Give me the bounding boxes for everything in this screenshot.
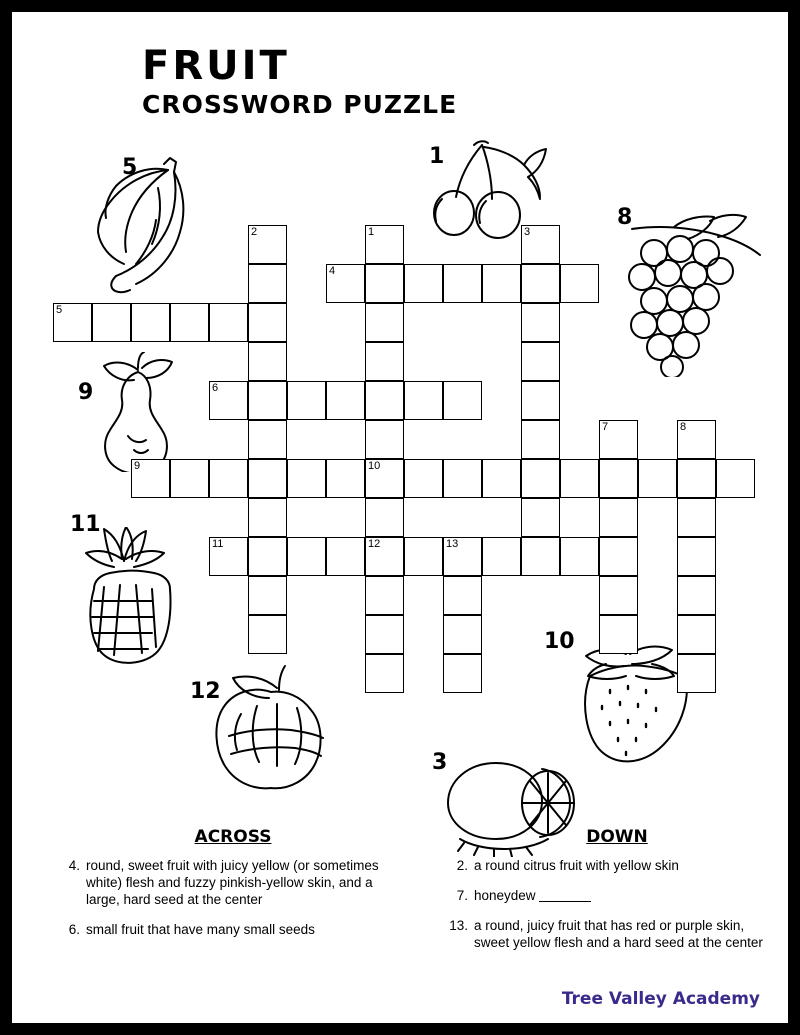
clue-item bbox=[54, 921, 394, 938]
cell-number: 6 bbox=[212, 382, 219, 394]
crossword-cell[interactable] bbox=[365, 459, 404, 498]
crossword-cell[interactable] bbox=[404, 381, 443, 420]
clue-number: 13. bbox=[449, 918, 468, 933]
crossword-cell[interactable] bbox=[170, 459, 209, 498]
crossword-cell[interactable] bbox=[521, 342, 560, 381]
crossword-cell[interactable] bbox=[521, 303, 560, 342]
cell-number: 10 bbox=[368, 460, 381, 472]
crossword-cell[interactable] bbox=[677, 498, 716, 537]
crossword-cell[interactable] bbox=[248, 420, 287, 459]
clue-text: small fruit that have many small seeds bbox=[86, 922, 315, 937]
crossword-cell[interactable] bbox=[248, 498, 287, 537]
crossword-cell[interactable] bbox=[248, 381, 287, 420]
crossword-cell[interactable] bbox=[209, 381, 248, 420]
cell-number: 5 bbox=[56, 304, 63, 316]
crossword-cell[interactable] bbox=[560, 459, 599, 498]
clue-item bbox=[442, 857, 772, 874]
crossword-cell[interactable] bbox=[677, 459, 716, 498]
crossword-cell[interactable] bbox=[521, 264, 560, 303]
crossword-cell[interactable] bbox=[599, 459, 638, 498]
crossword-cell[interactable] bbox=[326, 537, 365, 576]
crossword-cell[interactable] bbox=[560, 537, 599, 576]
crossword-cell[interactable] bbox=[404, 459, 443, 498]
crossword-cell[interactable] bbox=[599, 420, 638, 459]
crossword-cell[interactable] bbox=[248, 576, 287, 615]
crossword-cell[interactable] bbox=[209, 459, 248, 498]
crossword-cell[interactable] bbox=[365, 381, 404, 420]
crossword-cell[interactable] bbox=[248, 303, 287, 342]
crossword-cell[interactable] bbox=[521, 537, 560, 576]
crossword-cell[interactable] bbox=[248, 459, 287, 498]
down-clues bbox=[442, 827, 772, 964]
brand-footer: Tree Valley Academy bbox=[561, 989, 760, 1009]
crossword-cell[interactable] bbox=[365, 615, 404, 654]
picture-number-12: 12 bbox=[190, 679, 221, 704]
picture-number-11: 11 bbox=[70, 512, 101, 537]
picture-number-3: 3 bbox=[432, 750, 448, 775]
picture-number-8: 8 bbox=[617, 205, 633, 230]
crossword-cell[interactable] bbox=[365, 537, 404, 576]
crossword-cell[interactable] bbox=[248, 264, 287, 303]
picture-number-1: 1 bbox=[429, 144, 445, 169]
clue-text bbox=[474, 887, 772, 904]
crossword-cell[interactable] bbox=[209, 537, 248, 576]
cell-number: 3 bbox=[524, 226, 531, 238]
crossword-cell[interactable] bbox=[482, 459, 521, 498]
worksheet-page bbox=[12, 12, 788, 1023]
clues-section bbox=[12, 827, 788, 987]
crossword-cell[interactable] bbox=[599, 498, 638, 537]
crossword-cell[interactable] bbox=[638, 459, 677, 498]
title-main: FRUIT bbox=[142, 43, 290, 89]
cell-number: 13 bbox=[446, 538, 459, 550]
title-subtitle: CROSSWORD PUZZLE bbox=[142, 90, 458, 119]
crossword-cell[interactable] bbox=[521, 459, 560, 498]
crossword-cell[interactable] bbox=[443, 576, 482, 615]
clue-number: 4. bbox=[68, 858, 80, 873]
crossword-cell[interactable] bbox=[248, 615, 287, 654]
clue-number: 2. bbox=[456, 858, 468, 873]
crossword-cell[interactable] bbox=[443, 654, 482, 693]
crossword-cell[interactable] bbox=[677, 420, 716, 459]
crossword-cell[interactable] bbox=[482, 264, 521, 303]
crossword-cell[interactable] bbox=[521, 498, 560, 537]
clue-item bbox=[442, 887, 772, 904]
crossword-cell[interactable] bbox=[443, 264, 482, 303]
cell-number: 4 bbox=[329, 265, 336, 277]
across-heading: ACROSS bbox=[194, 827, 272, 847]
crossword-cell[interactable] bbox=[248, 537, 287, 576]
crossword-cell[interactable] bbox=[443, 615, 482, 654]
crossword-cell[interactable] bbox=[716, 459, 755, 498]
crossword-cell[interactable] bbox=[677, 537, 716, 576]
crossword-cell[interactable] bbox=[326, 459, 365, 498]
crossword-cell[interactable] bbox=[482, 537, 521, 576]
cell-number: 2 bbox=[251, 226, 258, 238]
clue-text: a round citrus fruit with yellow skin bbox=[474, 858, 679, 873]
crossword-cell[interactable] bbox=[326, 264, 365, 303]
crossword-cell[interactable] bbox=[131, 303, 170, 342]
cell-number: 9 bbox=[134, 460, 141, 472]
crossword-cell[interactable] bbox=[404, 264, 443, 303]
crossword-cell[interactable] bbox=[287, 381, 326, 420]
crossword-cell[interactable] bbox=[560, 264, 599, 303]
cell-number: 7 bbox=[602, 421, 609, 433]
picture-number-5: 5 bbox=[122, 155, 138, 180]
crossword-cell[interactable] bbox=[92, 303, 131, 342]
crossword-cell[interactable] bbox=[443, 459, 482, 498]
crossword-cell[interactable] bbox=[599, 537, 638, 576]
crossword-cell[interactable] bbox=[170, 303, 209, 342]
crossword-cell[interactable] bbox=[248, 342, 287, 381]
crossword-cell[interactable] bbox=[365, 342, 404, 381]
clue-text-body: honeydew bbox=[474, 888, 540, 903]
crossword-cell[interactable] bbox=[521, 381, 560, 420]
cell-number: 8 bbox=[680, 421, 687, 433]
crossword-cell[interactable] bbox=[443, 381, 482, 420]
crossword-cell[interactable] bbox=[326, 381, 365, 420]
cell-number: 12 bbox=[368, 538, 381, 550]
cell-number: 11 bbox=[212, 538, 224, 550]
crossword-cell[interactable] bbox=[521, 225, 560, 264]
clue-number: 6. bbox=[68, 922, 80, 937]
crossword-cell[interactable] bbox=[677, 576, 716, 615]
clue-text: a round, juicy fruit that has red or purple skin, sweet yellow flesh and a hard seed at the center bbox=[474, 918, 763, 950]
crossword-cell[interactable] bbox=[404, 537, 443, 576]
crossword-cell[interactable] bbox=[521, 420, 560, 459]
crossword-cell[interactable] bbox=[599, 576, 638, 615]
crossword-cell[interactable] bbox=[287, 459, 326, 498]
clue-item bbox=[442, 917, 772, 951]
clue-item bbox=[54, 857, 394, 908]
crossword-cell[interactable] bbox=[53, 303, 92, 342]
crossword-cell[interactable] bbox=[365, 498, 404, 537]
crossword-cell[interactable] bbox=[677, 654, 716, 693]
crossword-cell[interactable] bbox=[209, 303, 248, 342]
crossword-cell[interactable] bbox=[365, 264, 404, 303]
crossword-cell[interactable] bbox=[443, 537, 482, 576]
crossword-cell[interactable] bbox=[365, 420, 404, 459]
crossword-cell[interactable] bbox=[365, 225, 404, 264]
crossword-cell[interactable] bbox=[131, 459, 170, 498]
fill-in-blank bbox=[539, 889, 591, 902]
crossword-cell[interactable] bbox=[365, 576, 404, 615]
crossword-cell[interactable] bbox=[599, 615, 638, 654]
picture-number-9: 9 bbox=[78, 380, 94, 405]
crossword-cell[interactable] bbox=[365, 654, 404, 693]
down-heading: DOWN bbox=[586, 827, 648, 847]
crossword-cell[interactable] bbox=[365, 303, 404, 342]
clue-number: 7. bbox=[456, 888, 468, 903]
across-clues bbox=[54, 827, 394, 951]
cell-number: 1 bbox=[368, 226, 375, 238]
clue-text: round, sweet fruit with juicy yellow (or sometimes white) flesh and fuzzy pinkish-yellow skin, and a large, hard seed at the center bbox=[86, 858, 379, 907]
crossword-cell[interactable] bbox=[287, 537, 326, 576]
crossword-cell[interactable] bbox=[677, 615, 716, 654]
crossword-cell[interactable] bbox=[248, 225, 287, 264]
picture-number-10: 10 bbox=[544, 629, 575, 654]
